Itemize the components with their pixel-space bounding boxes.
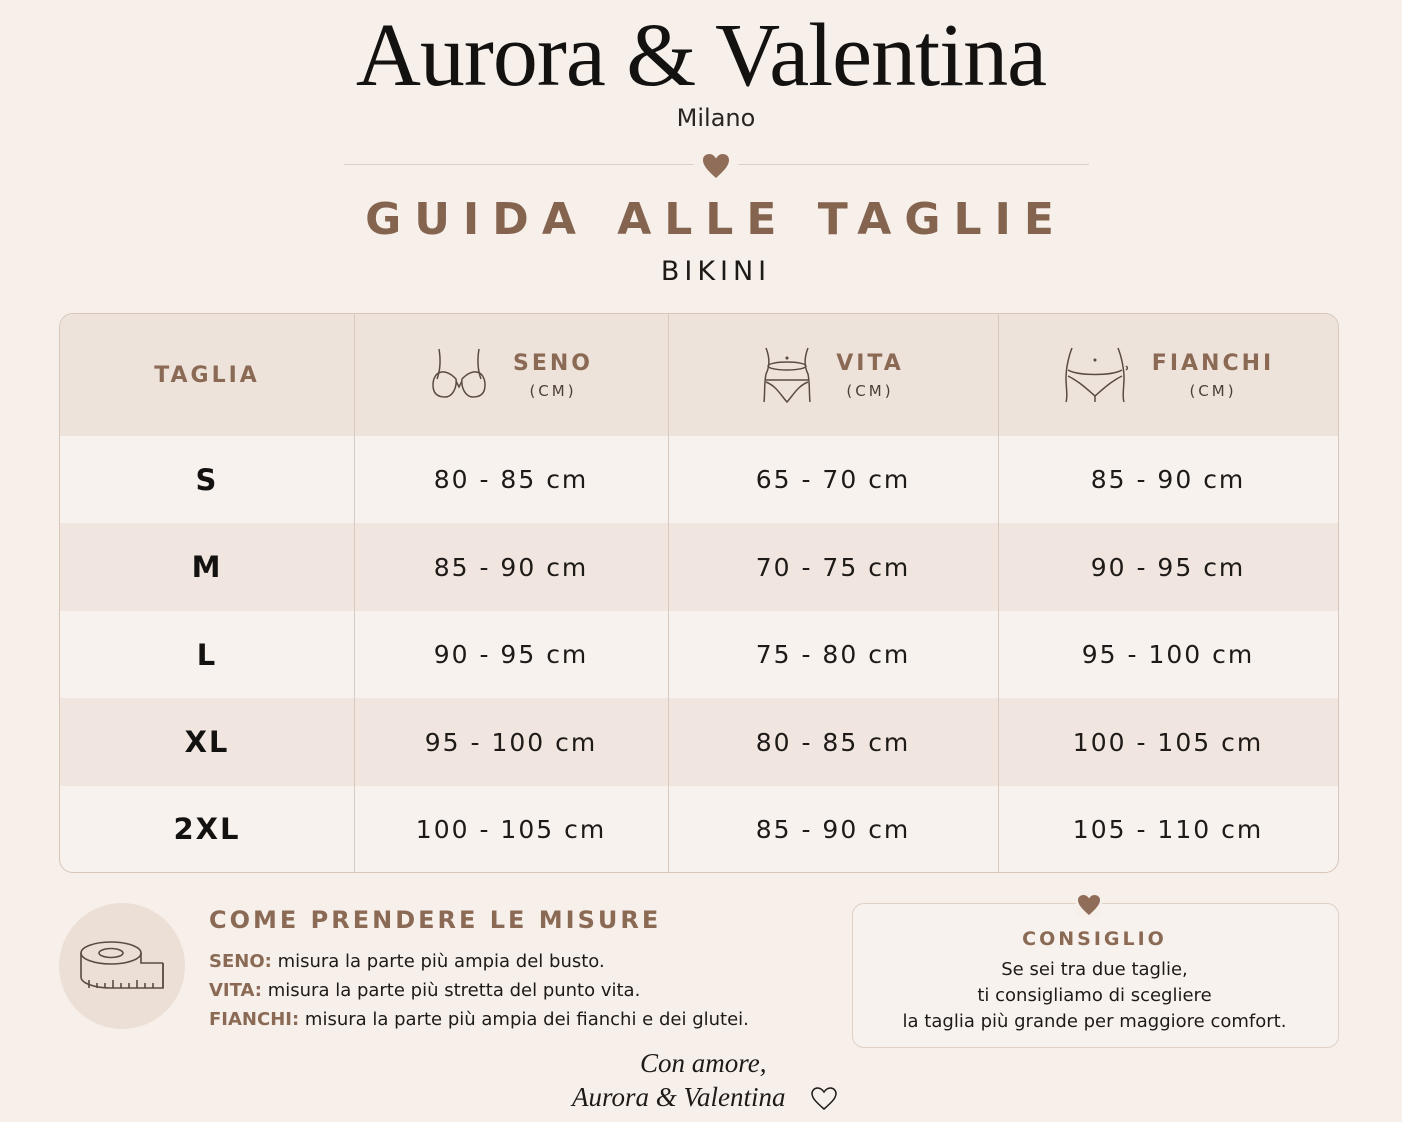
vita-value: 70 - 75 cm	[755, 552, 911, 582]
tip-line: la taglia più grande per maggiore comfort.	[902, 1011, 1287, 1032]
header-fianchi: FIANCHI	[1151, 350, 1275, 376]
table-row	[60, 698, 1338, 786]
table-row	[60, 436, 1338, 523]
heart-icon	[1076, 893, 1102, 917]
size-label: L	[196, 637, 218, 672]
tip-title: CONSIGLIO	[1022, 928, 1167, 950]
table-row	[60, 786, 1338, 872]
seno-value: 85 - 90 cm	[433, 552, 589, 582]
howto-term: VITA:	[209, 980, 262, 1001]
divider-left	[344, 164, 694, 165]
seno-value: 80 - 85 cm	[433, 465, 589, 494]
fianchi-value: 85 - 90 cm	[1090, 465, 1246, 494]
bra-icon	[429, 347, 489, 403]
vita-value: 80 - 85 cm	[755, 727, 911, 757]
tip-line: Se sei tra due taglie,	[1001, 959, 1188, 980]
header-vita-unit: (CM)	[846, 381, 894, 400]
fianchi-value: 95 - 100 cm	[1081, 640, 1255, 669]
guide-subtitle: BIKINI	[660, 256, 772, 287]
table-row	[60, 611, 1338, 698]
seno-value: 95 - 100 cm	[424, 727, 598, 757]
column-divider	[998, 314, 999, 872]
brand-title: Aurora & Valentina	[355, 6, 1047, 105]
table-row	[60, 523, 1338, 611]
howto-text: misura la parte più ampia del busto.	[277, 951, 605, 972]
vita-value: 75 - 80 cm	[755, 640, 911, 669]
header-taglia: TAGLIA	[154, 362, 260, 388]
howto-term: SENO:	[209, 951, 272, 972]
signature-line2: Aurora & Valentina	[572, 1082, 786, 1112]
howto-term: FIANCHI:	[209, 1009, 300, 1030]
divider-right	[738, 164, 1089, 165]
size-table	[59, 313, 1339, 873]
size-label: S	[195, 462, 219, 497]
fianchi-value: 90 - 95 cm	[1090, 552, 1246, 582]
column-divider	[668, 314, 669, 872]
howto-title: COME PRENDERE LE MISURE	[209, 906, 662, 934]
howto-text: misura la parte più stretta del punto vita.	[267, 980, 641, 1001]
guide-title: GUIDA ALLE TAGLIE	[365, 194, 1067, 245]
header-vita: VITA	[836, 350, 904, 376]
header-seno-unit: (CM)	[529, 381, 577, 400]
column-divider	[354, 314, 355, 872]
fianchi-value: 105 - 110 cm	[1072, 814, 1264, 844]
size-label: 2XL	[173, 812, 241, 846]
vita-value: 85 - 90 cm	[755, 814, 911, 844]
fianchi-value: 100 - 105 cm	[1072, 727, 1264, 757]
tip-line: ti consigliamo di scegliere	[977, 985, 1212, 1006]
signature-line1: Con amore,	[640, 1048, 767, 1078]
table-header	[60, 314, 1338, 436]
waist-icon	[762, 346, 812, 404]
hips-icon	[1062, 346, 1128, 404]
howto-item	[209, 980, 640, 1001]
howto-item	[209, 1009, 749, 1030]
heart-icon	[701, 152, 731, 180]
seno-value: 90 - 95 cm	[433, 640, 589, 669]
measuring-tape-badge	[59, 903, 185, 1029]
header-seno: SENO	[513, 350, 593, 376]
header-fianchi-unit: (CM)	[1189, 381, 1237, 400]
howto-text: misura la parte più ampia dei fianchi e dei glutei.	[304, 1009, 749, 1030]
seno-value: 100 - 105 cm	[415, 814, 607, 844]
heart-outline-icon	[810, 1086, 838, 1112]
tip-text	[852, 957, 1337, 1035]
brand-city: Milano	[676, 104, 756, 132]
howto-item	[209, 951, 605, 972]
size-label: XL	[184, 725, 230, 759]
vita-value: 65 - 70 cm	[755, 465, 911, 494]
measuring-tape-icon	[59, 903, 185, 1029]
size-label: M	[191, 550, 223, 584]
